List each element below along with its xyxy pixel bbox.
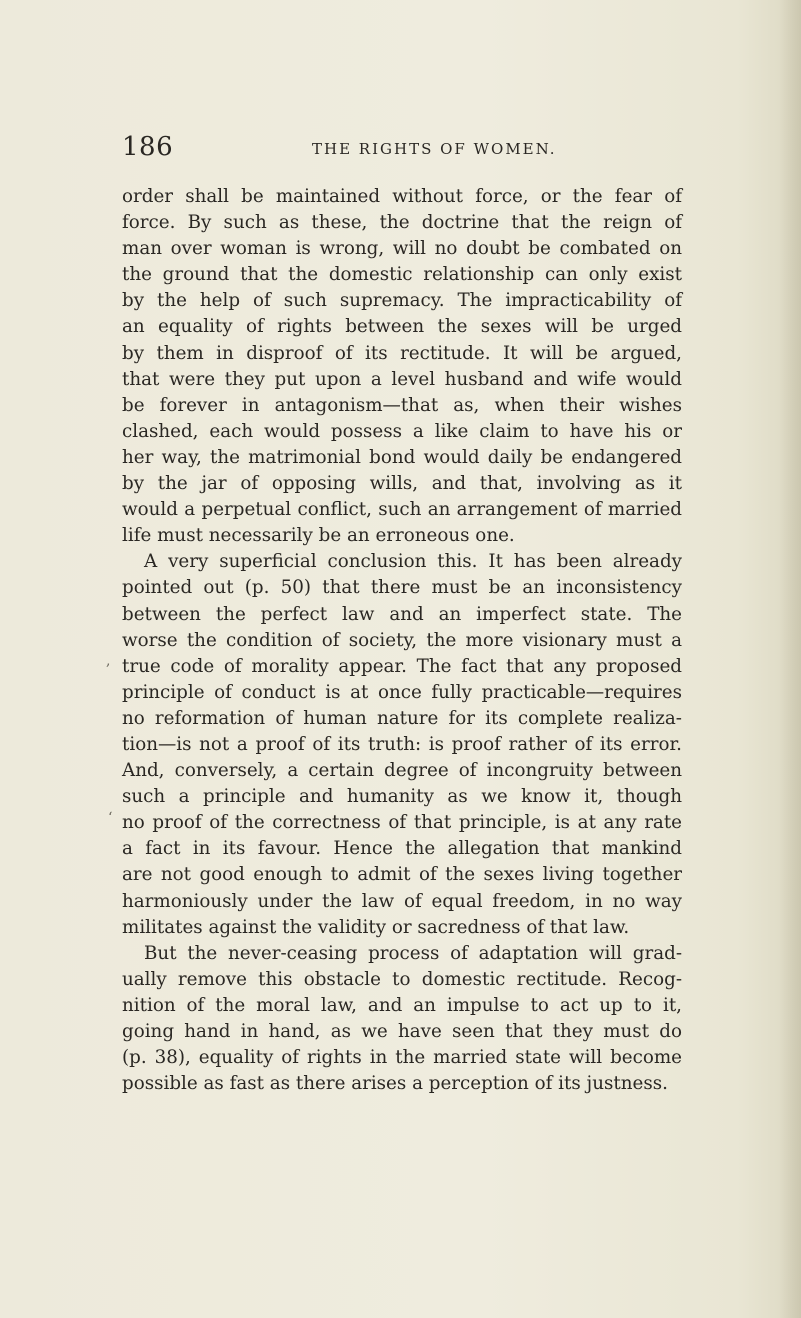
text-line: a fact in its favour. Hence the allegation that mankind xyxy=(122,838,682,860)
text-line: tion—is not a proof of its truth: is proof rather of its error. xyxy=(122,733,682,755)
text-line: force. By such as these, the doctrine that the reign of xyxy=(122,212,682,234)
running-head: THE RIGHTS OF WOMEN. xyxy=(312,140,557,158)
text-line: between the perfect law and an imperfect state. The xyxy=(122,603,682,625)
page-edge-shadow xyxy=(779,0,801,1318)
text-line: going hand in hand, as we have seen that they must do xyxy=(122,1021,682,1042)
text-line: harmoniously under the law of equal freedom, in no way xyxy=(122,890,682,912)
text-line: A very superficial conclusion this. It has been already xyxy=(144,551,682,573)
text-line: nition of the moral law, and an impulse to act up to it, xyxy=(122,994,682,1016)
text-line: are not good enough to admit of the sexes living together xyxy=(122,864,682,886)
page-header xyxy=(122,132,682,166)
margin-mark: ‘ xyxy=(108,810,113,826)
text-line: principle of conduct is at once fully practicable—requires xyxy=(122,681,682,703)
body-text xyxy=(122,184,682,1097)
text-line: no proof of the correctness of that principle, is at any rate xyxy=(122,812,682,834)
margin-mark: , xyxy=(106,653,111,669)
text-line: be forever in antagonism—that as, when their wishes xyxy=(122,394,682,416)
text-line: by the help of such supremacy. The impracticability of xyxy=(122,290,682,312)
text-line: no reformation of human nature for its complete realiza- xyxy=(122,707,682,729)
text-line: ually remove this obstacle to domestic rectitude. Recog- xyxy=(122,968,682,990)
text-line: worse the condition of society, the more visionary must a xyxy=(122,629,682,651)
text-line: would a perpetual conflict, such an arrangement of married xyxy=(122,499,682,521)
text-line: by them in disproof of its rectitude. It will be argued, xyxy=(122,342,682,364)
text-line: possible as fast as there arises a perception of its justness. xyxy=(122,1073,668,1095)
text-line: And, conversely, a certain degree of incongruity between xyxy=(122,760,682,782)
text-line: clashed, each would possess a like claim to have his or xyxy=(122,420,682,442)
text-line: true code of morality appear. The fact that any proposed xyxy=(122,655,682,677)
text-line: (p. 38), equality of rights in the married state will become xyxy=(122,1047,682,1069)
text-line: the ground that the domestic relationship can only exist xyxy=(122,264,682,286)
text-line: order shall be maintained without force, or the fear of xyxy=(122,186,682,207)
text-line: an equality of rights between the sexes will be urged xyxy=(122,316,682,338)
text-line: that were they put upon a level husband and wife would xyxy=(122,368,682,390)
text-line: pointed out (p. 50) that there must be an inconsistency xyxy=(122,577,682,599)
text-line: man over woman is wrong, will no doubt be combated on xyxy=(122,238,682,260)
text-line: by the jar of opposing wills, and that, involving as it xyxy=(122,473,682,495)
text-line: life must necessarily be an erroneous one. xyxy=(122,525,515,547)
text-line: But the never-ceasing process of adaptation will grad- xyxy=(144,942,682,964)
text-line: militates against the validity or sacredness of that law. xyxy=(122,916,630,938)
page-number: 186 xyxy=(122,132,174,162)
text-line: such a principle and humanity as we know it, though xyxy=(122,786,682,808)
text-line: her way, the matrimonial bond would daily be endangered xyxy=(122,446,682,468)
